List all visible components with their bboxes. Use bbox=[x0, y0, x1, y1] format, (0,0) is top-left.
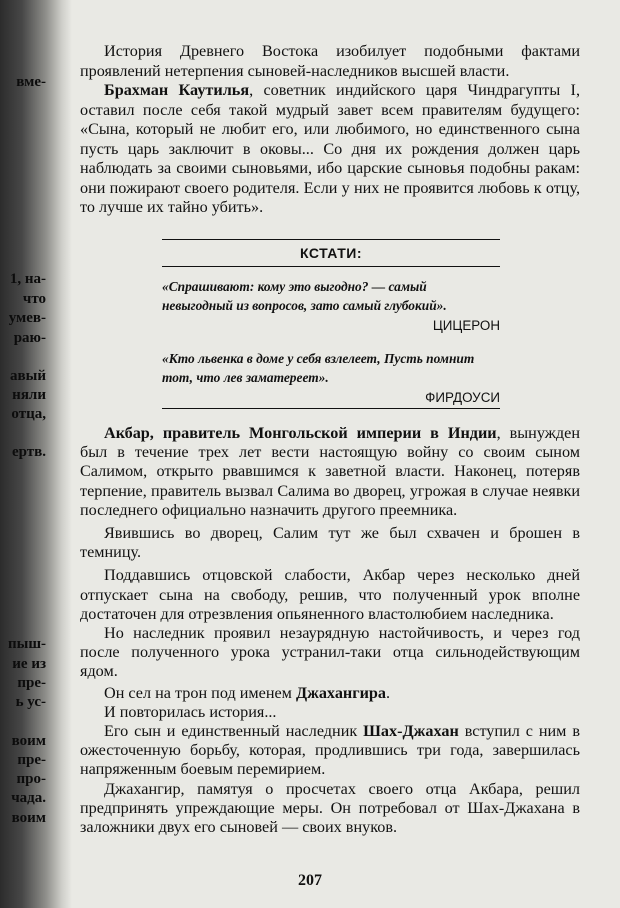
kstati-bottom-rule bbox=[162, 408, 500, 409]
kstati-mid-rule bbox=[162, 266, 500, 267]
prev-page-fragment: про- bbox=[16, 771, 46, 787]
akbar-release-paragraph: Поддавшись отцовской слабости, Акбар через несколько дней отпускает сына на свободу, решив, что полученный урок вполне достаточен для отрезвления опьяненного властолюбием наследника. bbox=[80, 566, 580, 623]
jahangir-post: . bbox=[386, 683, 391, 702]
jahangir-pre: Он сел на трон под именем bbox=[104, 683, 296, 702]
intro-paragraph: История Древнего Востока изобилует подобными фактами проявлений нетерпения сыновей-наследников высшей власти. bbox=[80, 42, 580, 80]
kautilya-name: Брахман Каутилья bbox=[104, 81, 250, 99]
heir-poison-paragraph: Но наследник проявил незаурядную настойчивость, и через год после полученного урока устранил-таки отца сильнодействующим ядом. bbox=[80, 624, 580, 681]
prev-page-fragment: воим bbox=[11, 810, 46, 826]
prev-page-fragment: 1, на- bbox=[9, 271, 46, 287]
kstati-heading: КСТАТИ: bbox=[300, 245, 362, 261]
kautilya-paragraph bbox=[80, 81, 580, 218]
prev-page-fragment: пыш- bbox=[7, 636, 46, 652]
kautilya-text: , советник индийского царя Чиндрагупты I, оставил после себя такой мудрый завет всем правителям будущего: «Сына, который не любит его, или любимого, но единственного сына пусть царь заключит в оковы... Со дня их рождения должен царь наблюдать за своими сыновьями, ибо царские сыновья подобны ракам: они пожирают своего родителя. Если у них не проявится любовь к отцу, то лучше их тайно убить». bbox=[80, 81, 580, 216]
ferdowsi-author: ФИРДОУСИ bbox=[425, 390, 500, 405]
prev-page-fragment: раю- bbox=[13, 330, 46, 346]
prev-page-fragment: вме- bbox=[16, 74, 46, 90]
shah-jahan-name: Шах-Джахан bbox=[363, 722, 459, 741]
jahangir-hostages-paragraph: Джахангир, памятуя о просчетах своего отца Акбара, решил предпринять упреждающие меры. Он потребовал от Шах-Джахана в заложники двух его сыновей — своих внуков. bbox=[80, 779, 580, 837]
prev-page-fragment: ие из bbox=[12, 656, 46, 672]
shah-jahan-pre: Его сын и единственный наследник bbox=[104, 722, 364, 741]
jahangir-paragraph bbox=[80, 684, 580, 703]
prev-page-fragment: чада. bbox=[11, 790, 46, 806]
prev-page-fragment: умев- bbox=[8, 310, 46, 326]
shah-jahan-paragraph bbox=[80, 722, 580, 780]
shah-jahan-post: вступил с ним в ожесточенную борьбу, которая, продлившись три года, завершилась напряженным боевым перемирием. bbox=[80, 722, 580, 779]
intro-section bbox=[80, 42, 580, 218]
prev-page-fragment: воим bbox=[11, 733, 46, 749]
prev-page-fragment: отца, bbox=[11, 406, 46, 422]
akbar-section bbox=[80, 424, 580, 837]
prev-page-fragment: авый bbox=[10, 368, 46, 384]
prev-page-fragment: пре- bbox=[17, 752, 46, 768]
akbar-text: , вынужден был в течение трех лет вести настоящую войну со своим сыном Салимом, открыто рвавшимся к заветной власти. Наконец, потеряв терпение, правитель вызвал Салима во дворец, угрожая в случае неявки последнего официально назначить другого преемника. bbox=[80, 424, 580, 519]
prev-page-fragment: няли bbox=[12, 387, 46, 403]
jahangir-name: Джахангира bbox=[295, 683, 387, 702]
page-number: 207 bbox=[298, 872, 322, 889]
prev-page-fragment: ь ус- bbox=[15, 694, 46, 710]
ferdowsi-quote: «Кто львенка в доме у себя взлелеет, Пусть помнит тот, что лев заматереет». bbox=[162, 351, 475, 385]
akbar-paragraph bbox=[80, 424, 580, 520]
kstati-box bbox=[162, 239, 500, 409]
cicero-author: ЦИЦЕРОН bbox=[432, 318, 500, 333]
salim-arrest-paragraph: Явившись во дворец, Салим тут же был схвачен и брошен в темницу. bbox=[80, 524, 580, 562]
prev-page-fragment: что bbox=[22, 291, 46, 307]
prev-page-fragment: ертв. bbox=[11, 444, 46, 460]
akbar-name: Акбар, правитель Монгольской империи в Индии bbox=[104, 424, 497, 442]
prev-page-fragment: пре- bbox=[17, 675, 46, 691]
cicero-quote: «Спрашивают: кому это выгодно? — самый невыгодный из вопросов, зато самый глубокий». bbox=[162, 279, 447, 313]
history-repeat-paragraph: И повторилась история... bbox=[104, 702, 277, 721]
